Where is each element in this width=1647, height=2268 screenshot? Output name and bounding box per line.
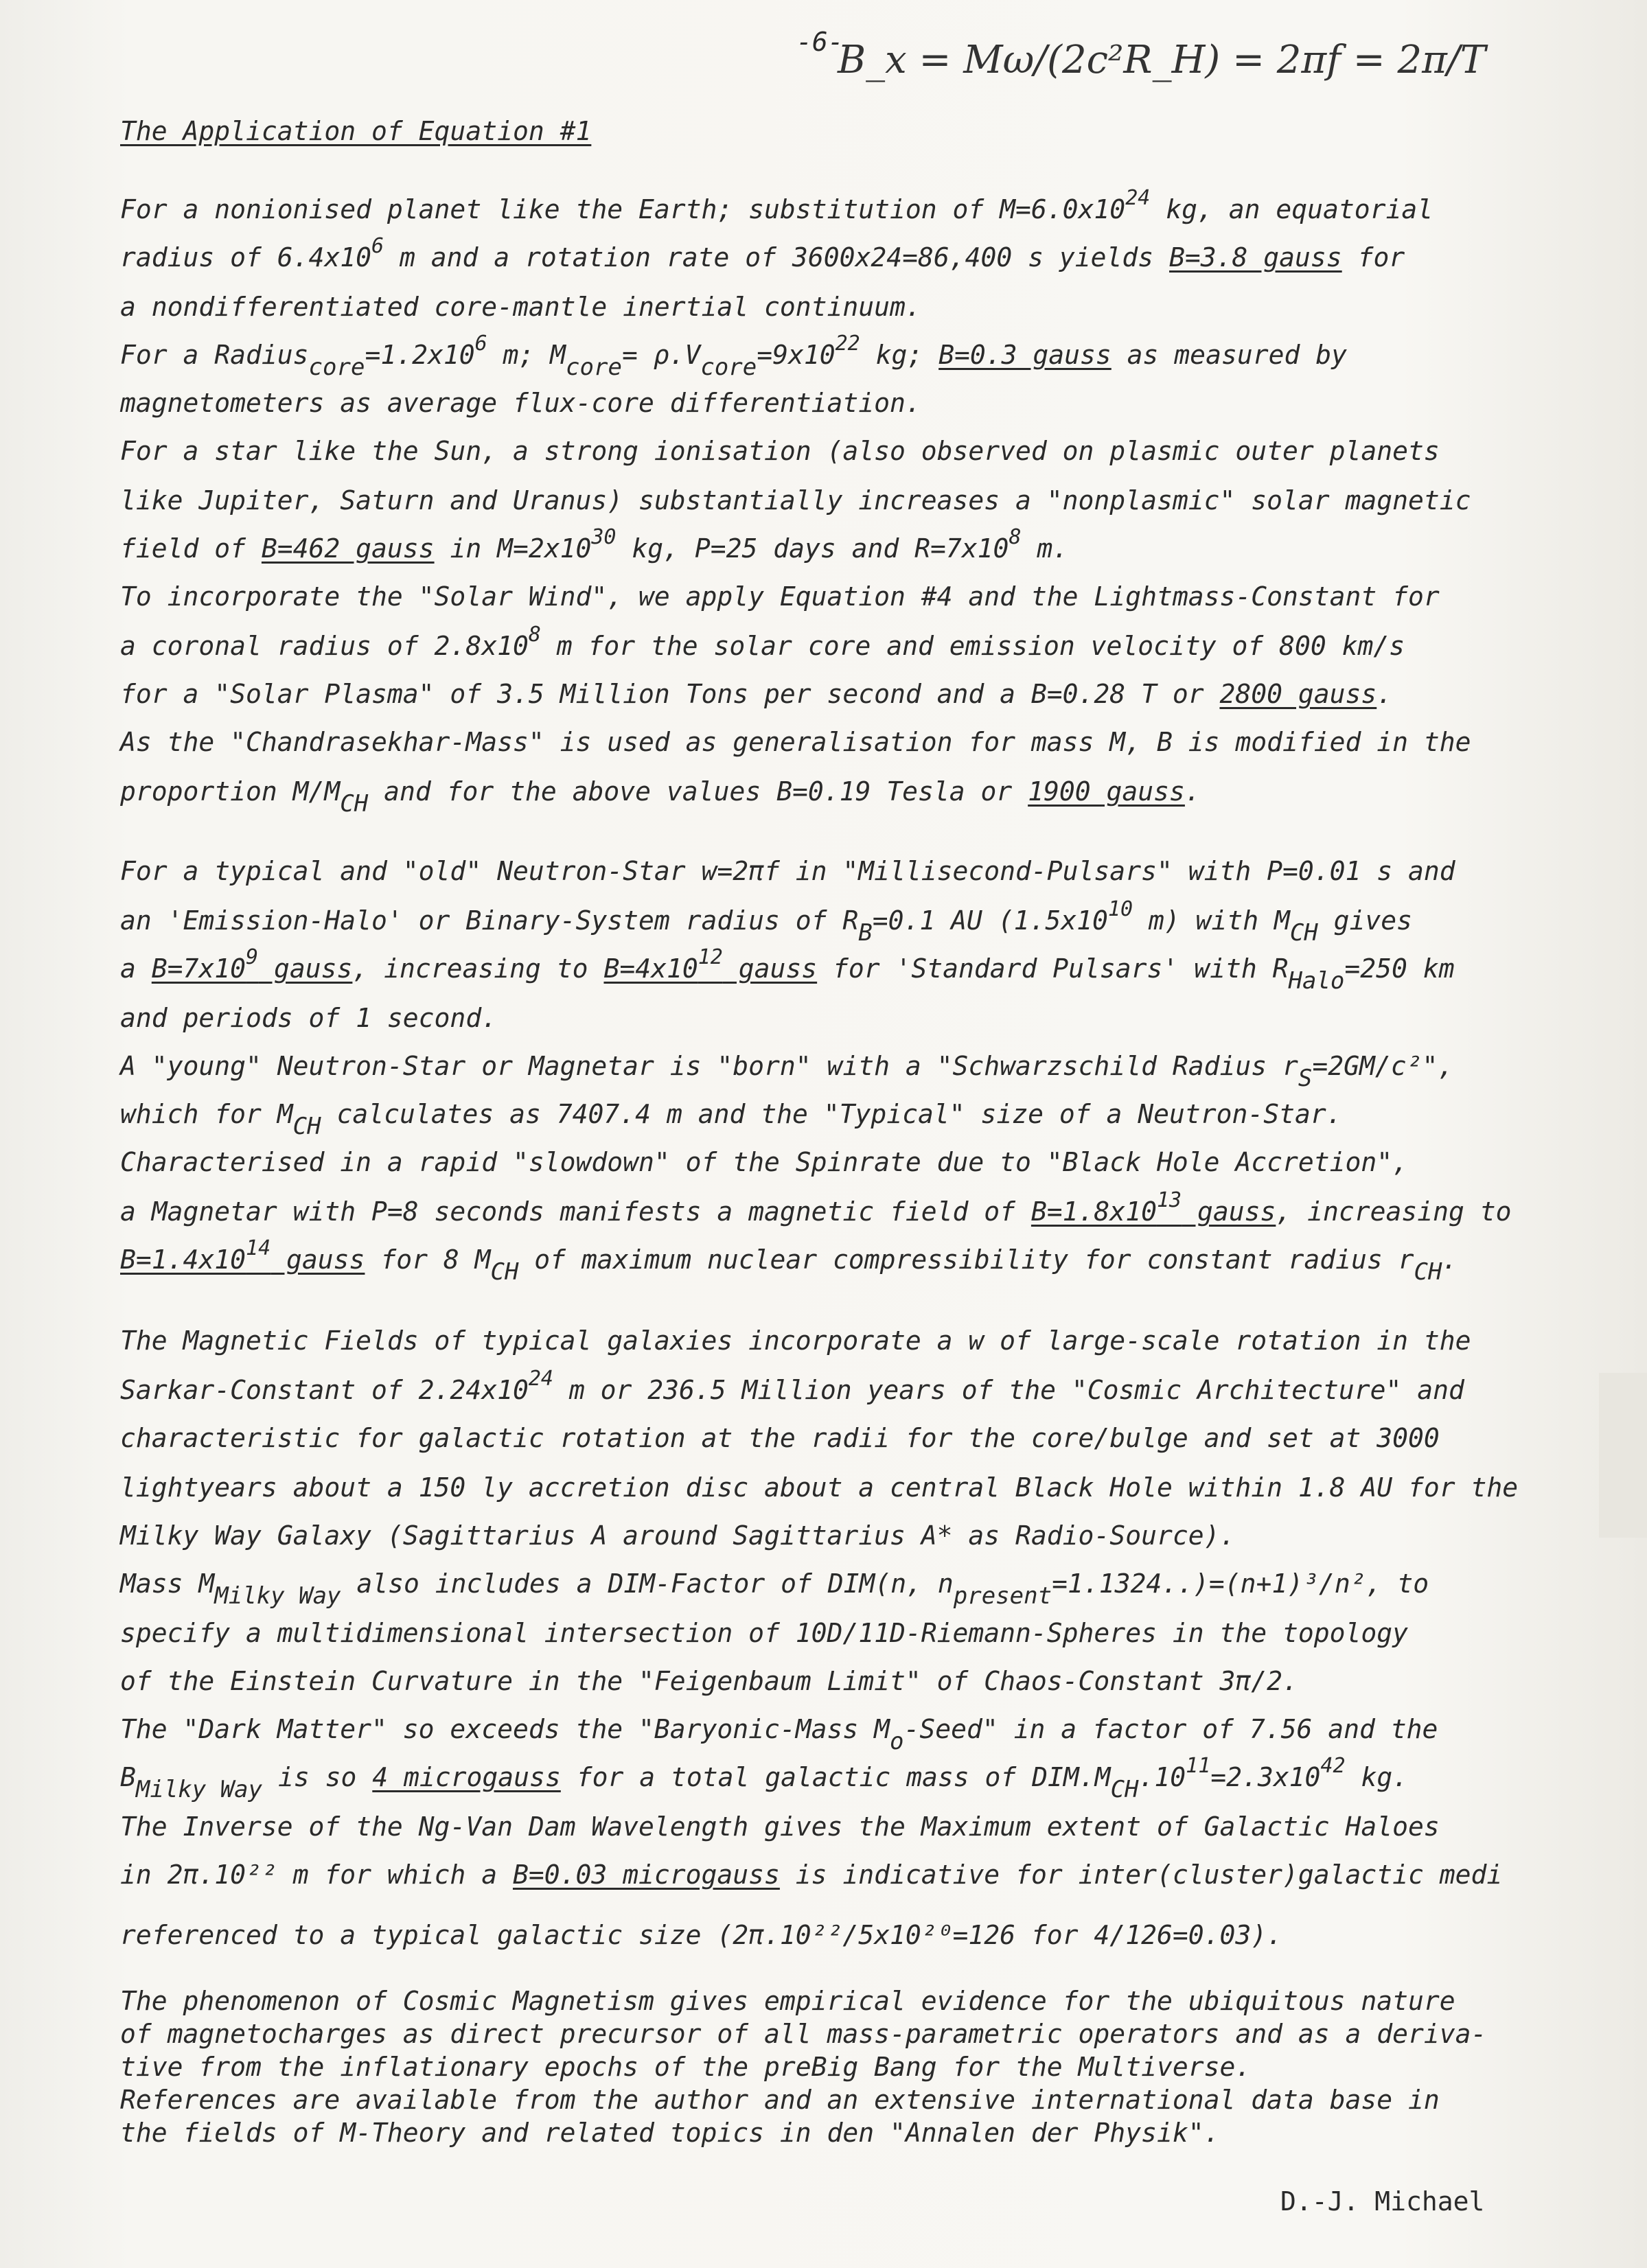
text-line: which for $M_{CH}$ calculates as 7407.4 m and the "Typical" size of a Neutron-Star. [120, 1099, 1342, 1140]
text-line: magnetometers as average flux-core differentiation. [120, 388, 921, 418]
text-line: field of B=462 gauss in $M=2x10^{30}$ kg, P=25 days and $R=7x10^8$ m. [120, 525, 1069, 564]
text-line: As the "Chandrasekhar-Mass" is used as generalisation for mass M, B is modified in the [120, 727, 1471, 757]
text-line: like Jupiter, Saturn and Uranus) substantially increases a "nonplasmic" solar magnetic [120, 485, 1471, 516]
text-line: References are available from the author and an extensive international data base in [120, 2085, 1440, 2115]
text-line: referenced to a typical galactic size (2π.10²²/5x10²⁰=126 for 4/126=0.03). [120, 1920, 1282, 1950]
text-line: lightyears about a 150 ly accretion disc about a central Black Hole within 1.8 AU for the [120, 1472, 1519, 1503]
text-line: of magnetocharges as direct precursor of all mass-parametric operators and as a deriva- [120, 2019, 1487, 2049]
text-line: The Inverse of the Ng-Van Dam Wavelength gives the Maximum extent of Galactic Haloes [120, 1812, 1440, 1842]
text-line: specify a multidimensional intersection of 10D/11D-Riemann-Spheres in the topology [120, 1618, 1408, 1648]
text-line: a coronal radius of $2.8x10^8$ m for the solar core and emission velocity of 800 km/s [120, 623, 1405, 661]
page-number: -6- [796, 27, 844, 57]
text-line: a nondifferentiated core-mantle inertial continuum. [120, 292, 921, 322]
text-line: The phenomenon of Cosmic Magnetism gives empirical evidence for the ubiquitous nature [120, 1986, 1455, 2016]
text-line: for a "Solar Plasma" of 3.5 Million Tons per second and a B=0.28 T or 2800 gauss. [120, 679, 1393, 709]
section-heading: The Application of Equation #1 [120, 116, 592, 146]
text-line: $B_{Milky Way}$ is so 4 microgauss for a total galactic mass of $DIM.M_{CH}.10^{11}=2.3x10^{42}$ kg. [120, 1754, 1409, 1803]
text-line: A "young" Neutron-Star or Magnetar is "born" with a "Schwarzschild Radius $r_S=2GM/c^2$", [120, 1051, 1454, 1092]
text-line: $B=1.4x10^{14}$ gauss for 8 $M_{CH}$ of maximum nuclear compressibility for constant radius $r_{CH}$. [120, 1236, 1458, 1286]
text-line: an 'Emission-Halo' or Binary-System radius of $R_B=0.1$ AU ($1.5x10^{10}$ m) with $M_{CH}$ gives [120, 897, 1413, 947]
text-line: Characterised in a rapid "slowdown" of the Spinrate due to "Black Hole Accretion", [120, 1147, 1408, 1177]
author-signature: D.-J. Michael [1280, 2186, 1485, 2217]
text-line: To incorporate the "Solar Wind", we apply Equation #4 and the Lightmass-Constant for [120, 581, 1440, 612]
text-line: Milky Way Galaxy (Sagittarius A around Sagittarius A* as Radio-Source). [120, 1520, 1236, 1551]
text-line: For a $Radius_{core}=1.2x10^6$ m; $M_{core}= \rho.V_{core}=9x10^{22}$ kg; B=0.3 gauss as measured by [120, 332, 1347, 381]
text-line: For a typical and "old" Neutron-Star w=2πf in "Millisecond-Pulsars" with P=0.01 s and [120, 856, 1455, 886]
text-line: The Magnetic Fields of typical galaxies incorporate a w of large-scale rotation in the [120, 1326, 1471, 1356]
text-line: For a nonionised planet like the Earth; substitution of $M=6.0x10^{24}$ kg, an equatorial [120, 186, 1433, 224]
text-line: the fields of M-Theory and related topics in den "Annalen der Physik". [120, 2118, 1220, 2148]
text-line: For a star like the Sun, a strong ionisation (also observed on plasmic outer planets [120, 436, 1440, 466]
text-line: tive from the inflationary epochs of the preBig Bang for the Multiverse. [120, 2052, 1252, 2082]
text-line: characteristic for galactic rotation at the radii for the core/bulge and set at 3000 [120, 1423, 1440, 1453]
paper-fold [1599, 1373, 1647, 1538]
text-line: a Magnetar with P=8 seconds manifests a magnetic field of $B=1.8x10^{13}$ gauss, increasing to [120, 1188, 1512, 1227]
text-line: Sarkar-Constant of $2.24x10^{24}$ m or 236.5 Million years of the "Cosmic Architecture" and [120, 1367, 1464, 1405]
text-line: Mass $M_{Milky Way}$ also includes a DIM-Factor of DIM(n, $n_{present}=1.1324..)=(n+1)^3/n^2$, to [120, 1569, 1429, 1610]
text-line: radius of $6.4x10^6$ m and a rotation rate of 3600x24=86,400 s yields B=3.8 gauss for [120, 234, 1405, 273]
text-line: of the Einstein Curvature in the "Feigenbaum Limit" of Chaos-Constant 3π/2. [120, 1666, 1298, 1696]
text-line: and periods of 1 second. [120, 1003, 498, 1033]
text-line: in 2π.10²² m for which a B=0.03 microgauss is indicative for inter(cluster)galactic medi [120, 1860, 1503, 1890]
text-line: The "Dark Matter" so exceeds the "Baryonic-Mass $M_o$-Seed" in a factor of 7.56 and the [120, 1714, 1438, 1755]
text-line: a $B=7x10^9$ gauss, increasing to $B=4x10^{12}$ gauss for 'Standard Pulsars' with $R_{Halo}=250$ km [120, 945, 1455, 995]
handwritten-formula: B_x = Mω/(2c²R_H) = 2πf = 2π/T [838, 38, 1486, 82]
text-line: proportion $M/M_{CH}$ and for the above values B=0.19 Tesla or 1900 gauss. [120, 776, 1201, 818]
